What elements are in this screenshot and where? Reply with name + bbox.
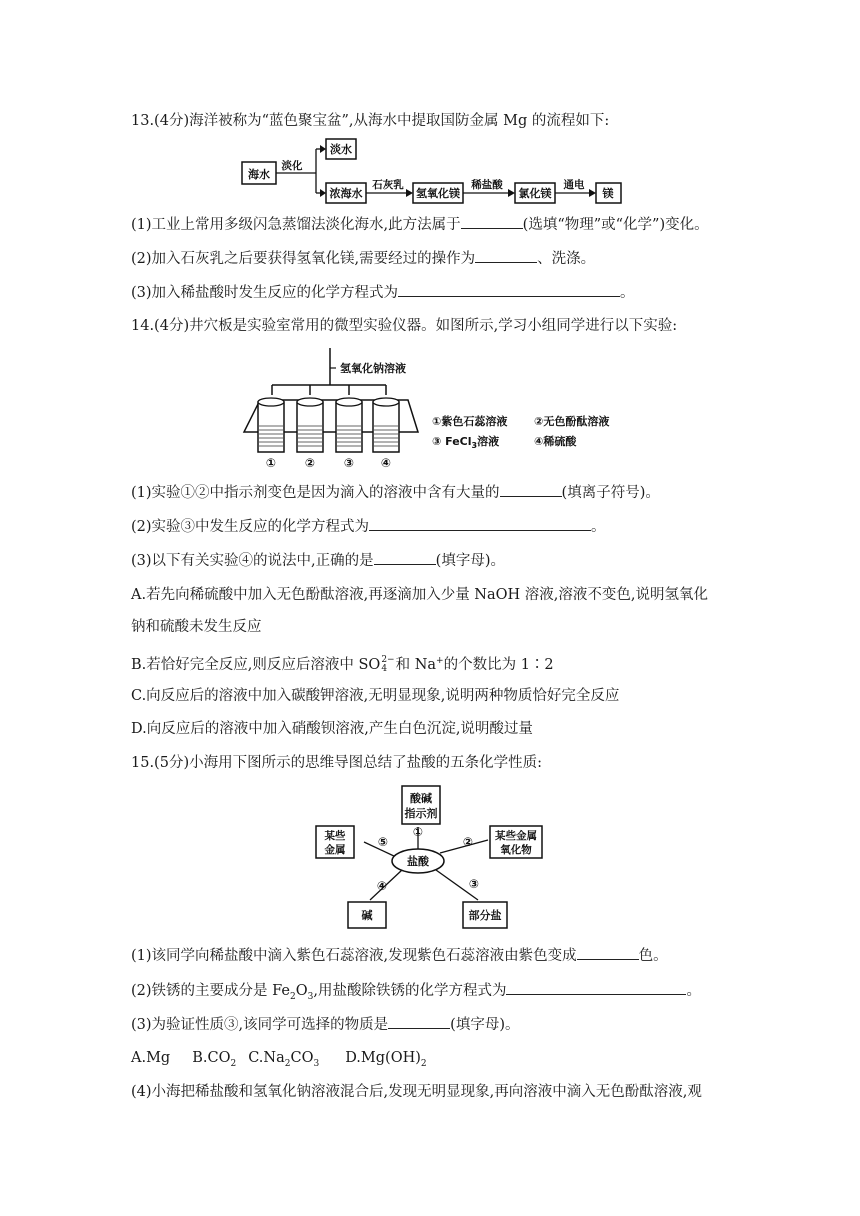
q13-part3 xyxy=(131,282,635,303)
q14-option-b: B.若恰好完全反应,则反应后溶液中 SO 2− 4 和 Na+的个数比为 1∶2 xyxy=(131,654,554,674)
legend-4: ④稀硫酸 xyxy=(534,435,577,448)
q15-p3-text: (3)为验证性质③,该同学可选择的物质是 xyxy=(131,1017,389,1033)
answer-blank[interactable] xyxy=(374,550,436,565)
answer-blank[interactable] xyxy=(475,248,537,263)
well-2 xyxy=(297,398,323,452)
q13-part1 xyxy=(131,214,709,235)
answer-blank[interactable] xyxy=(500,482,562,497)
label-desalinate: 淡化 xyxy=(281,160,303,172)
label-hcl: 稀盐酸 xyxy=(471,179,503,191)
legend-3: ③ FeCl$_3$溶液 xyxy=(432,435,500,450)
q14-title: 14.(4分)井穴板是实验室常用的微型实验仪器。如图所示,学习小组同学进行以下实验: xyxy=(131,318,678,334)
map-number-4: ④ xyxy=(376,879,388,893)
map-number-3: ③ xyxy=(468,877,480,891)
q14-option-a-line1: A.若先向稀硫酸中加入无色酚酞溶液,再逐滴加入少量 NaOH 溶液,溶液不变色,说明氢氧化 xyxy=(131,587,708,603)
svg-text:碱: 碱 xyxy=(361,909,373,922)
q13-flow-diagram xyxy=(236,136,631,211)
svg-text:某些: 某些 xyxy=(324,830,346,842)
label-naoh: 氢氧化钠溶液 xyxy=(340,362,406,375)
label-electric: 通电 xyxy=(563,179,585,191)
svg-text:氧化物: 氧化物 xyxy=(500,844,532,856)
answer-blank[interactable] xyxy=(388,1014,450,1029)
map-number-2: ② xyxy=(462,835,474,849)
label-mg: 镁 xyxy=(602,187,614,200)
q13-p2-tail: 、洗涤。 xyxy=(537,251,596,267)
q14-option-a-line2: 钠和硫酸未发生反应 xyxy=(131,619,262,635)
legend-2: ②无色酚酞溶液 xyxy=(534,415,610,428)
svg-text:某些金属: 某些金属 xyxy=(495,830,537,842)
svg-text:盐酸: 盐酸 xyxy=(407,855,429,868)
q14-option-d: D.向反应后的溶液中加入硝酸钡溶液,产生白色沉淀,说明酸过量 xyxy=(131,721,533,737)
label-seawater: 海水 xyxy=(248,168,270,181)
q13-p2-text: (2)加入石灰乳之后要获得氢氧化镁,需要经过的操作为 xyxy=(131,251,476,267)
q15-part2: (2)铁锈的主要成分是 $Fe_2O_3$,用盐酸除铁锈的化学方程式为 。 xyxy=(131,980,701,1007)
svg-text:部分盐: 部分盐 xyxy=(468,909,502,922)
q13-part2 xyxy=(131,248,595,269)
q14-p1-text: (1)实验①②中指示剂变色是因为滴入的溶液中含有大量的 xyxy=(131,485,500,501)
label-mgoh: 氢氧化镁 xyxy=(416,187,460,200)
q15-mind-map xyxy=(308,780,548,938)
q14-p1-tail: (填离子符号)。 xyxy=(561,485,660,501)
svg-text:指示剂: 指示剂 xyxy=(404,807,438,820)
q14-part2 xyxy=(131,516,606,537)
well-number-2: ② xyxy=(304,456,316,470)
q13-p3-text: (3)加入稀盐酸时发生反应的化学方程式为 xyxy=(131,285,399,301)
q14-p2-tail: 。 xyxy=(591,519,606,535)
well-number-3: ③ xyxy=(343,456,355,470)
q14-part1 xyxy=(131,482,660,503)
q15-p1-text: (1)该同学向稀盐酸中滴入紫色石蕊溶液,发现紫色石蕊溶液由紫色变成 xyxy=(131,948,577,964)
well-1 xyxy=(258,398,284,452)
q14-p2-text: (2)实验③中发生反应的化学方程式为 xyxy=(131,519,370,535)
q14-p3-tail: (填字母)。 xyxy=(435,553,505,569)
q14-p3-text: (3)以下有关实验④的说法中,正确的是 xyxy=(131,553,374,569)
q15-p1-tail: 色。 xyxy=(638,948,668,964)
q15-part4: (4)小海把稀盐酸和氢氧化钠溶液混合后,发现无明显现象,再向溶液中滴入无色酚酞溶液,观 xyxy=(131,1084,702,1100)
answer-blank[interactable] xyxy=(461,214,523,229)
q15-option-c: $C.Na_2CO_3$ xyxy=(248,1050,320,1069)
q15-part1 xyxy=(131,945,668,966)
well-number-4: ④ xyxy=(380,456,392,470)
legend-1: ①紫色石蕊溶液 xyxy=(432,415,508,428)
svg-text:金属: 金属 xyxy=(324,844,346,856)
q15-option-d: $D.Mg(OH)_2$ xyxy=(345,1050,427,1069)
q15-title: 15.(5分)小海用下图所示的思维导图总结了盐酸的五条化学性质: xyxy=(131,755,542,771)
q14-well-plate-figure xyxy=(236,346,631,472)
q15-option-a: A.Mg xyxy=(131,1050,171,1066)
q15-p3-tail: (填字母)。 xyxy=(450,1017,520,1033)
q15-option-b: $B.CO_2$ xyxy=(192,1050,237,1069)
q15-part3 xyxy=(131,1014,519,1035)
q13-p1-text: (1)工业上常用多级闪急蒸馏法淡化海水,此方法属于 xyxy=(131,217,461,233)
q14-part3 xyxy=(131,550,505,571)
well-3 xyxy=(336,398,362,452)
label-mgcl: 氯化镁 xyxy=(518,187,552,200)
answer-blank[interactable] xyxy=(506,980,686,995)
label-brine: 浓海水 xyxy=(329,187,363,200)
answer-blank[interactable] xyxy=(398,282,620,297)
svg-text:酸碱: 酸碱 xyxy=(410,792,432,805)
well-4 xyxy=(373,398,399,452)
q15-options xyxy=(131,1048,427,1074)
label-lime: 石灰乳 xyxy=(372,179,404,191)
well-number-1: ① xyxy=(265,456,277,470)
map-number-5: ⑤ xyxy=(377,835,389,849)
q13-p3-tail: 。 xyxy=(620,285,635,301)
answer-blank[interactable] xyxy=(577,945,639,960)
q13-title: 13.(4分)海洋被称为“蓝色聚宝盆”,从海水中提取国防金属 Mg 的流程如下: xyxy=(131,113,610,129)
label-freshwater: 淡水 xyxy=(330,143,352,156)
map-number-1: ① xyxy=(412,825,424,839)
q13-p1-tail: (选填“物理”或“化学”)变化。 xyxy=(522,217,709,233)
answer-blank[interactable] xyxy=(369,516,591,531)
q14-option-c: C.向反应后的溶液中加入碳酸钾溶液,无明显现象,说明两种物质恰好完全反应 xyxy=(131,688,620,704)
